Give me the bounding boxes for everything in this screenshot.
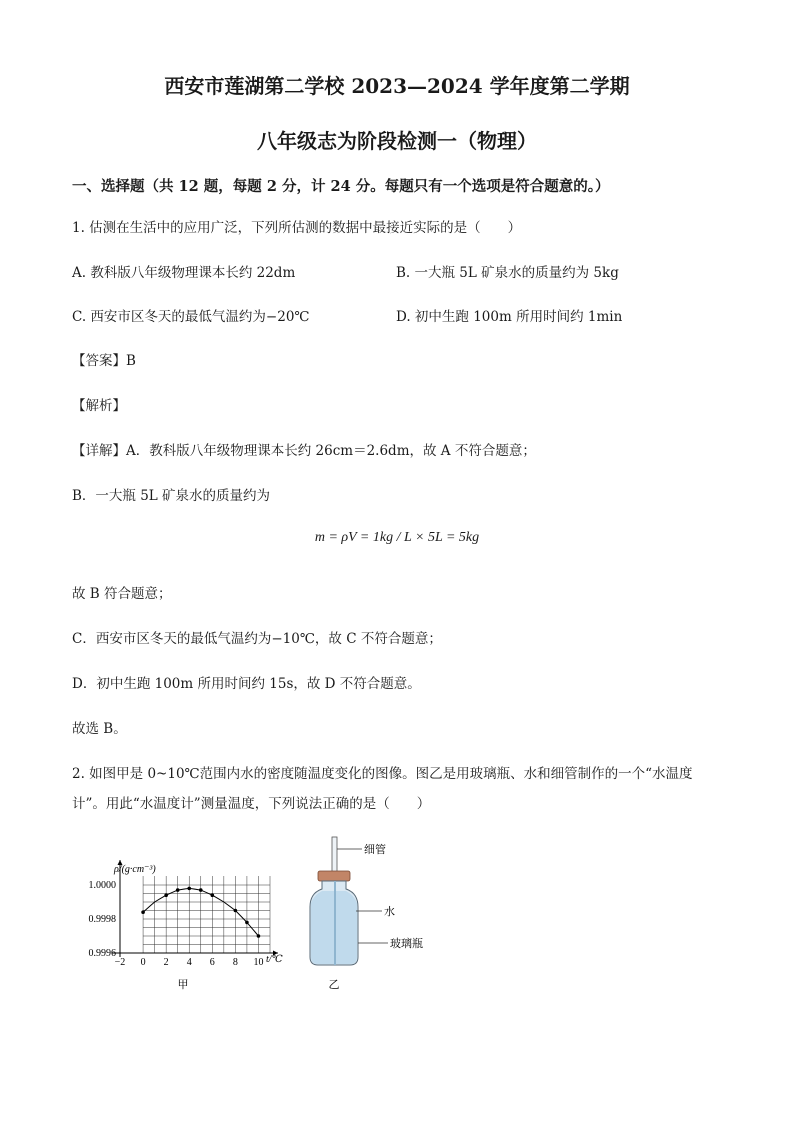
bottle-cap [318, 871, 350, 881]
exam-subtitle: 八年级志为阶段检测一（物理） [257, 129, 537, 153]
chart-tick-labels [89, 880, 264, 968]
figure-jia-caption: 甲 [177, 979, 189, 991]
chart-y-axis-label: ρ/(g·cm⁻³) [114, 864, 156, 875]
x-tick-label: 4 [186, 957, 192, 968]
figure-yi-caption: 乙 [328, 979, 340, 991]
data-point [234, 909, 238, 913]
y-tick-label: 1.0000 [88, 880, 116, 891]
detail-d: D．初中生跑 100m 所用时间约 15s，故 D 不符合题意。 [72, 676, 421, 692]
data-point [176, 888, 180, 892]
x-tick-label: −2 [114, 957, 126, 968]
x-tick-label: 0 [140, 957, 146, 968]
option-d: D. 初中生跑 100m 所用时间约 1min [396, 309, 623, 325]
detail-b2: 故 B 符合题意； [72, 586, 172, 602]
detail-c: C．西安市区冬天的最低气温约为−10℃，故 C 不符合题意； [72, 631, 442, 647]
bottle-thermometer-figure [300, 833, 450, 998]
formula: m = ρV = 1kg / L × 5L = 5kg [314, 530, 480, 545]
label-glass-bottle: 玻璃瓶 [390, 938, 423, 950]
data-point [164, 893, 168, 897]
exam-title: 西安市莲湖第二学校 2023—2024 学年度第二学期 [164, 74, 630, 98]
option-b: B. 一大瓶 5L 矿泉水的质量约为 5kg [396, 265, 619, 281]
chart-x-axis-label: t/℃ [266, 954, 283, 965]
detail-b: B．一大瓶 5L 矿泉水的质量约为 [72, 488, 271, 504]
x-tick-label: 6 [209, 957, 215, 968]
chart-grid [143, 876, 270, 953]
detail-a: 【详解】A．教科版八年级物理课本长约 26cm＝2.6dm，故 A 不符合题意； [72, 443, 536, 459]
x-tick-label: 8 [232, 957, 238, 968]
data-point [199, 888, 203, 892]
data-point [245, 921, 249, 925]
option-c: C. 西安市区冬天的最低气温约为−20℃ [72, 309, 310, 325]
label-water: 水 [384, 906, 395, 918]
analysis-label: 【解析】 [72, 398, 126, 414]
y-tick-label: 0.9998 [88, 914, 116, 925]
data-point [257, 934, 261, 938]
question-2-stem-line1: 2. 如图甲是 0~10℃范围内水的密度随温度变化的图像。图乙是用玻璃瓶、水和细管制作的一个“水温度 [72, 766, 693, 782]
section-heading: 一、选择题（共 12 题，每题 2 分，计 24 分。每题只有一个选项是符合题意的。） [72, 178, 610, 195]
density-chart [70, 838, 300, 998]
conclusion: 故选 B。 [72, 721, 127, 737]
y-tick-label: 0.9996 [88, 948, 116, 959]
question-1-stem: 1. 估测在生活中的应用广泛，下列所估测的数据中最接近实际的是（ ） [72, 220, 522, 236]
x-tick-label: 2 [163, 957, 169, 968]
glass-bottle [310, 881, 358, 965]
option-a: A. 教科版八年级物理课本长约 22dm [72, 265, 296, 281]
answer-line: 【答案】B [72, 353, 136, 369]
question-2-stem-line2: 计”。用此“水温度计”测量温度，下列说法正确的是（ ） [72, 796, 431, 812]
data-point [141, 910, 145, 914]
data-point [187, 887, 191, 891]
data-point [211, 893, 215, 897]
label-thin-tube: 细管 [364, 844, 386, 856]
x-tick-label: 10 [253, 957, 264, 968]
